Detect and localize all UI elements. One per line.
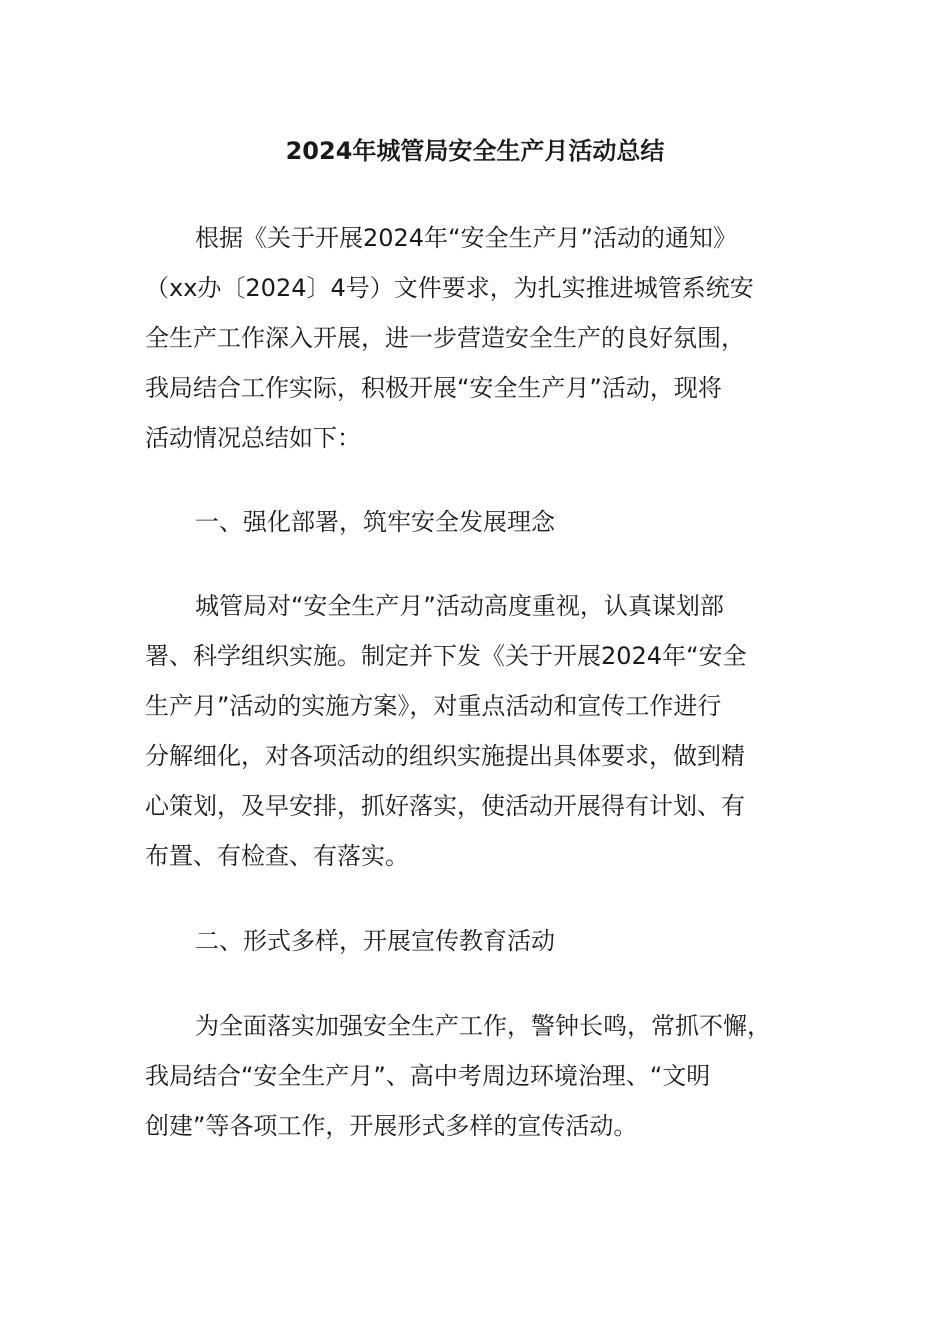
text-line: 全生产工作深入开展，进一步营造安全生产的良好氛围，	[145, 324, 745, 352]
document-title: 2024年城管局安全生产月活动总结	[285, 137, 665, 165]
text-line: 心策划，及早安排，抓好落实，使活动开展得有计划、有	[145, 792, 745, 820]
text-line: 我局结合“安全生产月”、高中考周边环境治理、“文明	[145, 1062, 711, 1090]
text-line: 城管局对“安全生产月”活动高度重视，认真谋划部	[195, 592, 724, 620]
text-line: 署、科学组织实施。制定并下发《关于开展2024年“安全	[145, 642, 747, 670]
paragraph-section-1	[145, 581, 810, 881]
paragraph-section-2	[145, 1001, 810, 1151]
text-line: 分解细化，对各项活动的组织实施提出具体要求，做到精	[145, 742, 745, 770]
text-line: 为全面落实加强安全生产工作，警钟长鸣，常抓不懈，	[195, 1012, 771, 1040]
paragraph-intro	[145, 213, 810, 463]
text-line: 布置、有检查、有落实。	[145, 842, 409, 870]
text-line: 活动情况总结如下：	[145, 424, 361, 452]
text-line: 根据《关于开展2024年“安全生产月”活动的通知》	[195, 224, 737, 252]
text-line: 创建”等各项工作，开展形式多样的宣传活动。	[145, 1112, 638, 1140]
heading-line: 一、强化部署，筑牢安全发展理念	[195, 508, 555, 536]
heading-line: 二、形式多样，开展宣传教育活动	[195, 927, 555, 955]
section-heading-1	[145, 497, 810, 547]
text-line: （xx办〔2024〕4号）文件要求，为扎实推进城管系统安	[145, 274, 754, 302]
text-line: 我局结合工作实际，积极开展“安全生产月”活动，现将	[145, 374, 722, 402]
section-heading-2	[145, 916, 810, 966]
text-line: 生产月”活动的实施方案》，对重点活动和宣传工作进行	[145, 692, 722, 720]
